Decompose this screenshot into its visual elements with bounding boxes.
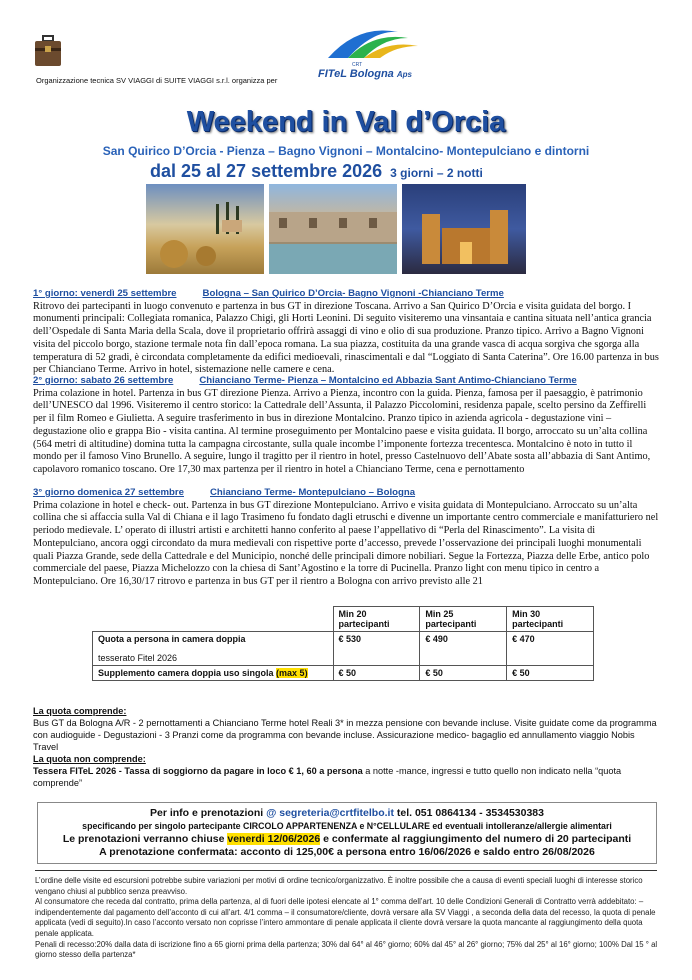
day3-section <box>33 487 661 589</box>
booking-info-box <box>37 802 657 864</box>
price-row-double <box>93 632 594 666</box>
email-link[interactable]: @ segreteria@crtfitelbo.it <box>266 807 394 819</box>
includes-section <box>33 705 661 789</box>
includes-title: La quota comprende: <box>33 706 127 716</box>
page-subtitle: San Quirico D’Orcia - Pienza – Bagno Vignoni – Montalcino- Montepulciano e dintorni <box>102 144 590 158</box>
price-table <box>92 606 594 681</box>
single-max-note: (max 5) <box>276 668 308 678</box>
day1-section <box>33 288 661 377</box>
price-double-min20: € 530 <box>333 632 420 666</box>
closing-label: Le prenotazioni verranno chiuse <box>62 833 225 845</box>
date-range: dal 25 al 27 settembre 2026 <box>150 161 383 181</box>
phone-numbers: tel. 051 0864134 - 3534530383 <box>396 807 544 819</box>
day1-heading <box>33 288 661 301</box>
page-title: Weekend in Val d’Orcia <box>186 106 506 138</box>
note-schedule: L’ordine delle visite ed escursioni potrebbe subire variazioni per motivi di ordine tecnico/organizzativo. È inoltre possibile che a causa di eventi speciali luoghi di interesse storico vengano chiusi al pubblico senza preavviso. <box>35 876 643 896</box>
note-penalties: Penali di recesso:20% dalla data di iscrizione fino a 65 giorni prima della partenza; 30% dal 64° al 46° giorno; 60% dal 45° al 26° giorno; 75% dal 25° al 16° giorno; 100% Dal 15 ° al giorno stesso della partenza* <box>35 939 658 960</box>
closing-date: venerdi 12/06/2026 <box>227 833 321 845</box>
excludes-title: La quota non comprende: <box>33 754 146 764</box>
includes-text: Bus GT da Bologna A/R - 2 pernottamenti a Chianciano Terme hotel Reali 3* in mezza pensione con bevande incluse. Visite guidate come da programma con audioguide - Degustazioni - 3 Pranzi come da programma con bevande incluse. Assicurazione medico- bagaglio ed annullamento viaggio Nobis Travel <box>33 718 657 752</box>
double-room-label: Quota a persona in camera doppia <box>98 634 246 644</box>
fitel-member-label: tesserato Fitel 2026 <box>98 653 178 663</box>
excludes-text <box>33 765 661 789</box>
trip-dates <box>150 161 483 182</box>
booking-requirements: specificando per singolo partecipante CIRCOLO APPARTENENZA e N°CELLULARE ed eventuali intolleranze/allergie alimentari <box>82 821 612 831</box>
trip-duration: 3 giorni – 2 notti <box>390 166 483 180</box>
info-label: Per info e prenotazioni <box>149 807 264 819</box>
photo-countryside <box>146 184 264 274</box>
fitel-logo <box>318 24 438 80</box>
crt-label: CRT <box>352 62 363 68</box>
day3-heading <box>33 487 661 500</box>
price-header-min25: Min 25 partecipanti <box>420 607 507 632</box>
notes-divider <box>35 870 657 871</box>
closing-condition: e confermate al raggiungimento del numero di 20 partecipanti <box>323 833 632 845</box>
suitcase-logo <box>34 34 62 68</box>
excludes-rest: a notte -mance, ingressi e tutto quello non indicato nella “quota comprende” <box>33 766 622 788</box>
price-header-min30: Min 30 partecipanti <box>507 607 594 632</box>
price-double-min25: € 490 <box>420 632 507 666</box>
price-header-min20: Min 20 partecipanti <box>333 607 420 632</box>
day2-route: Chianciano Terme- Pienza – Montalcino ed Abbazia Sant Antimo-Chianciano Terme <box>199 375 577 386</box>
aps-label: Aps <box>396 70 412 79</box>
excludes-bold: Tessera FITeL 2026 - Tassa di soggiorno da pagare in loco € 1, 60 a persona <box>33 766 363 776</box>
price-row-single <box>93 666 594 681</box>
day3-text: Prima colazione in hotel e check- out. Partenza in bus GT direzione Montepulciano. Arrivo e visita guidata di Montepulciano. Arroccato su un’alta collina che si affaccia sulla Val di Chiana e il lago Trasimeno fu fondato dagli etruschi e divenne un importante centro commerciale e manifatturiero nel periodo medievale. L’ operato di illustri artisti e architetti hanno conferito al paese l’appellativo di “Perla del Rinascimento”. La visita di Montepulciano, ancora oggi circondato da mura medievali con rispettive porte d’accesso, prevede l’osservazione dei principali luoghi monumentali quali Piazza Grande, sede della Cattedrale e del Municipio, nonché delle principali dimore nobiliari. Segue la Fortezza, Piazza delle Erbe, antico polo commerciale del paese, Piazza Michelozzo con la chiesa di Sant’Agostino e la torre di Pucinella. Pranzo light con menu tipico in centro a Montepulciano. Ore 16,30/17 ritrovo e partenza in bus GT per il rientro a Bologna con arrivo previsto alle 21 <box>33 499 659 587</box>
day2-text: Prima colazione in hotel. Partenza in bus GT direzione Pienza. Arrivo a Pienza, incontro con la guida. Pienza, famosa per il paesaggio, è patrimonio dell’UNESCO dal 1996. Visiteremo il centro storico: la Cattedrale dell’Assunta, il Palazzo Piccolomini, residenza papale, scelto persino da Zeffirelli per il film Romeo e Giulietta. A seguire trasferimento in bus in direzione Montalcino. Pranzo tipico in azienda agricola - degustazione vini – degustazione olio e grappa Bio - visita cantina. Al termine proseguimento per Montalcino paese e visita guidata. Il borgo, arroccato su un’alta collina (564 metri di altitudine) domina tutta la campagna circostante, sulla quale incombe l’imponente fortezza trecentesca. Montalcino è noto in tutto il mondo per il famoso Vino Brunello. A seguire, lungo il tragitto per il rientro in hotel, presso Castelnuovo dell’Abate sosta all’abbazia di Sant Antimo, capolavoro romanico toscano. Ore 17,30 max partenza per il rientro in hotel a Chianciano Terme, cena e pernottamento <box>33 387 651 475</box>
day2-date: 2° giorno: sabato 26 settembre <box>33 375 174 386</box>
price-header-row <box>93 607 594 632</box>
price-row-single-label <box>93 666 334 681</box>
payment-terms: A prenotazione confermata: acconto di 125,00€ a persona entro 16/06/2026 e saldo entro 26/08/2026 <box>99 846 595 858</box>
organizer-line: Organizzazione tecnica SV VIAGGI di SUITE VIAGGI s.r.l. organizza per <box>36 76 278 85</box>
day3-route: Chianciano Terme- Montepulciano – Bologna <box>210 487 416 498</box>
price-single-min25: € 50 <box>420 666 507 681</box>
photo-fortress <box>402 184 526 274</box>
day1-text: Ritrovo dei partecipanti in luogo convenuto e partenza in bus GT in direzione Toscana. Arrivo a San Quirico D’Orcia e visita guidata del borgo. I monumenti principali: Collegiata romanica, Palazzo Chigi, gli Horti Leonini. Di seguito visiteremo una vinsantaia e cantina situata nell’antica grancia dell’Ospedale di Santa Maria della Scala, dove il proprietario offrirà assaggi di vino e olio di sua produzione. Pranzo tipico. Arrivo a Bagno Vignoni visita del piccolo borgo, stazione termale nota fin dall’epoca romana. La sua piazza, costituita da una grande vasca di acqua sorgiva che sgorga alla temperatura di 52 gradi, è circondata completamente da edifici medioevali, rinascimentali e dal “Loggiato di Santa Caterina”. Ore 16.00 partenza in bus per Chianciano Terme. Arrivo in hotel, sistemazione nelle camere e cena. <box>33 300 659 376</box>
day2-heading <box>33 375 661 388</box>
photo-bagno-vignoni <box>269 184 397 274</box>
price-single-min30: € 50 <box>507 666 594 681</box>
day2-section <box>33 375 661 477</box>
note-cancellation: Al consumatore che receda dal contratto, prima della partenza, al di fuori delle ipotesi elencate al 1° comma dell’art. 10 delle Condizioni Generali di Contratto verrà addebitato: – indipendentemente dal pagamento dell’acconto di cui all’art. 4/1 comma – il consumatore/cliente, dovrà versare alla SV Viaggi , a seconda della data del recesso, la quota di penale applicata (vedi di seguito).In caso l’acconto versato non coprisse l’intero ammontare di penale applicata il cliente dovrà versare la quota mancante al raggiungimento della quota penale applicata. <box>35 897 656 938</box>
fitel-label: FITeL Bologna <box>318 68 394 80</box>
day1-route: Bologna – San Quirico D’Orcia- Bagno Vignoni -Chianciano Terme <box>202 288 504 299</box>
single-supplement-label: Supplemento camera doppia uso singola <box>98 668 274 678</box>
price-double-min30: € 470 <box>507 632 594 666</box>
price-header-empty <box>93 607 334 632</box>
price-row-double-label <box>93 632 334 666</box>
day1-date: 1° giorno: venerdì 25 settembre <box>33 288 177 299</box>
day3-date: 3° giorno domenica 27 settembre <box>33 487 184 498</box>
terms-notes <box>35 876 660 961</box>
price-single-min20: € 50 <box>333 666 420 681</box>
